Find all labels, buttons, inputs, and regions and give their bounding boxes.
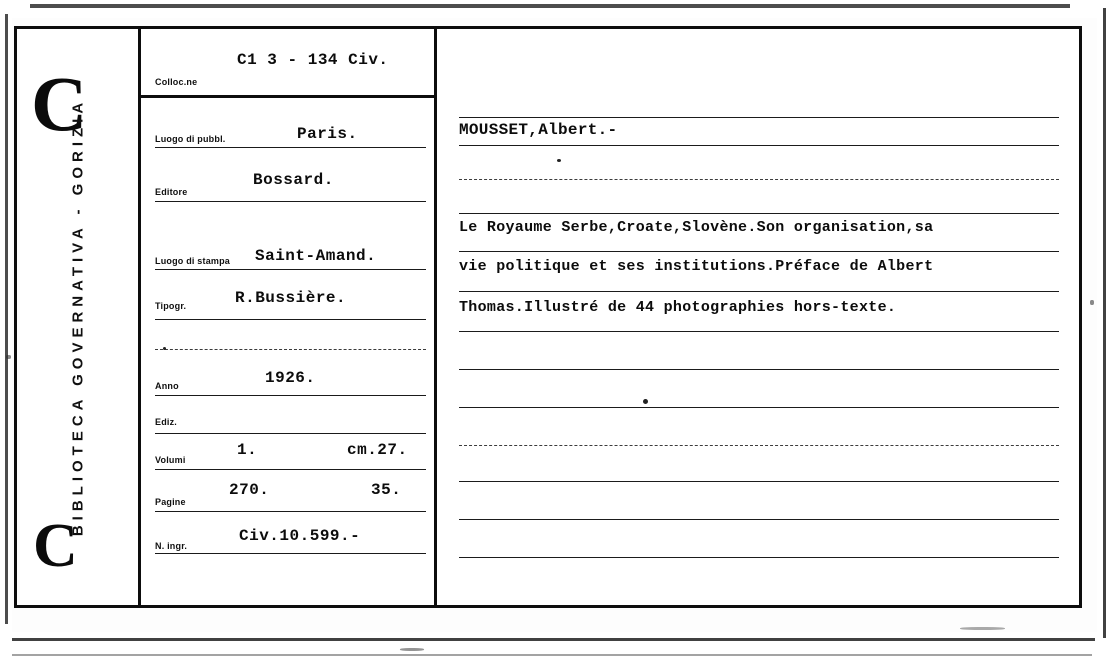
entry-rule-blank <box>459 369 1059 370</box>
field-value-editore: Bossard. <box>253 171 334 189</box>
scan-border-left <box>0 0 12 666</box>
ink-speck <box>163 347 166 350</box>
scan-speckle <box>6 355 11 359</box>
field-rule <box>155 147 426 148</box>
field-label-editore: Editore <box>155 187 188 197</box>
entry-rule <box>459 291 1059 292</box>
field-value-collocne: C1 3 - 134 Civ. <box>237 51 389 69</box>
card-entry-column <box>437 29 1079 605</box>
entry-title-line-1: Le Royaume Serbe,Croate,Slovène.Son organisation,sa <box>459 219 934 236</box>
entry-title-line-2: vie politique et ses institutions.Préface de Albert <box>459 258 934 275</box>
field-label-anno: Anno <box>155 381 179 391</box>
entry-rule-blank <box>459 481 1059 482</box>
scan-border-bottom <box>0 632 1117 666</box>
field-value-pagine: 270. <box>229 481 270 499</box>
field-label-collocne: Colloc.ne <box>155 77 198 87</box>
scan-border-top <box>0 0 1117 18</box>
field-rule <box>155 269 426 270</box>
field-value-anno: 1926. <box>265 369 316 387</box>
field-rule <box>155 433 426 434</box>
entry-rule <box>459 145 1059 146</box>
field-rule-dashed <box>155 349 426 350</box>
scan-border-right <box>1097 0 1117 666</box>
catalog-card <box>14 26 1082 608</box>
field-value-volumi: 1. <box>237 441 258 459</box>
field-value-pagine-tav: 35. <box>371 481 402 499</box>
field-value-luogo-stampa: Saint-Amand. <box>255 247 377 265</box>
field-rule <box>155 511 426 512</box>
field-label-ediz: Ediz. <box>155 417 178 427</box>
field-value-luogo-pubbl: Paris. <box>297 125 358 143</box>
entry-rule <box>459 213 1059 214</box>
field-value-volumi-size: cm.27. <box>347 441 408 459</box>
field-rule <box>155 201 426 202</box>
field-label-n-ingr: N. ingr. <box>155 541 188 551</box>
field-value-tipogr: R.Bussière. <box>235 289 347 307</box>
entry-rule-blank <box>459 519 1059 520</box>
entry-rule-blank-dashed <box>459 445 1059 446</box>
entry-rule-blank <box>617 557 1059 558</box>
field-value-n-ingr: Civ.10.599.- <box>239 527 361 545</box>
field-label-luogo-stampa: Luogo di stampa <box>155 256 230 266</box>
entry-rule <box>459 331 1059 332</box>
entry-rule-dashed <box>459 179 1059 180</box>
library-stamp-label: BIBLIOTECA GOVERNATIVA - GORIZIA <box>69 97 86 537</box>
entry-rule <box>459 117 1059 118</box>
card-spine <box>17 29 141 605</box>
ink-speck <box>557 159 561 162</box>
handwritten-c-mark-top: C <box>31 60 88 147</box>
scan-speckle <box>400 648 424 651</box>
scan-speckle <box>1090 300 1094 305</box>
scan-speckle <box>960 627 1005 630</box>
entry-title-line-3: Thomas.Illustré de 44 photographies hors-texte. <box>459 299 897 316</box>
field-rule <box>155 469 426 470</box>
entry-author: MOUSSET,Albert.- <box>459 121 618 139</box>
entry-rule <box>459 251 1059 252</box>
field-rule <box>155 395 426 396</box>
field-label-luogo-pubbl: Luogo di pubbl. <box>155 134 226 144</box>
field-rule <box>155 319 426 320</box>
handwritten-c-mark-bottom: C <box>33 512 78 580</box>
card-fields-column <box>141 29 437 605</box>
field-label-pagine: Pagine <box>155 497 186 507</box>
callno-separator <box>141 95 434 98</box>
entry-rule-blank <box>459 407 1059 408</box>
field-label-tipogr: Tipogr. <box>155 301 187 311</box>
field-rule <box>155 553 426 554</box>
ink-speck <box>643 399 648 404</box>
field-label-volumi: Volumi <box>155 455 186 465</box>
